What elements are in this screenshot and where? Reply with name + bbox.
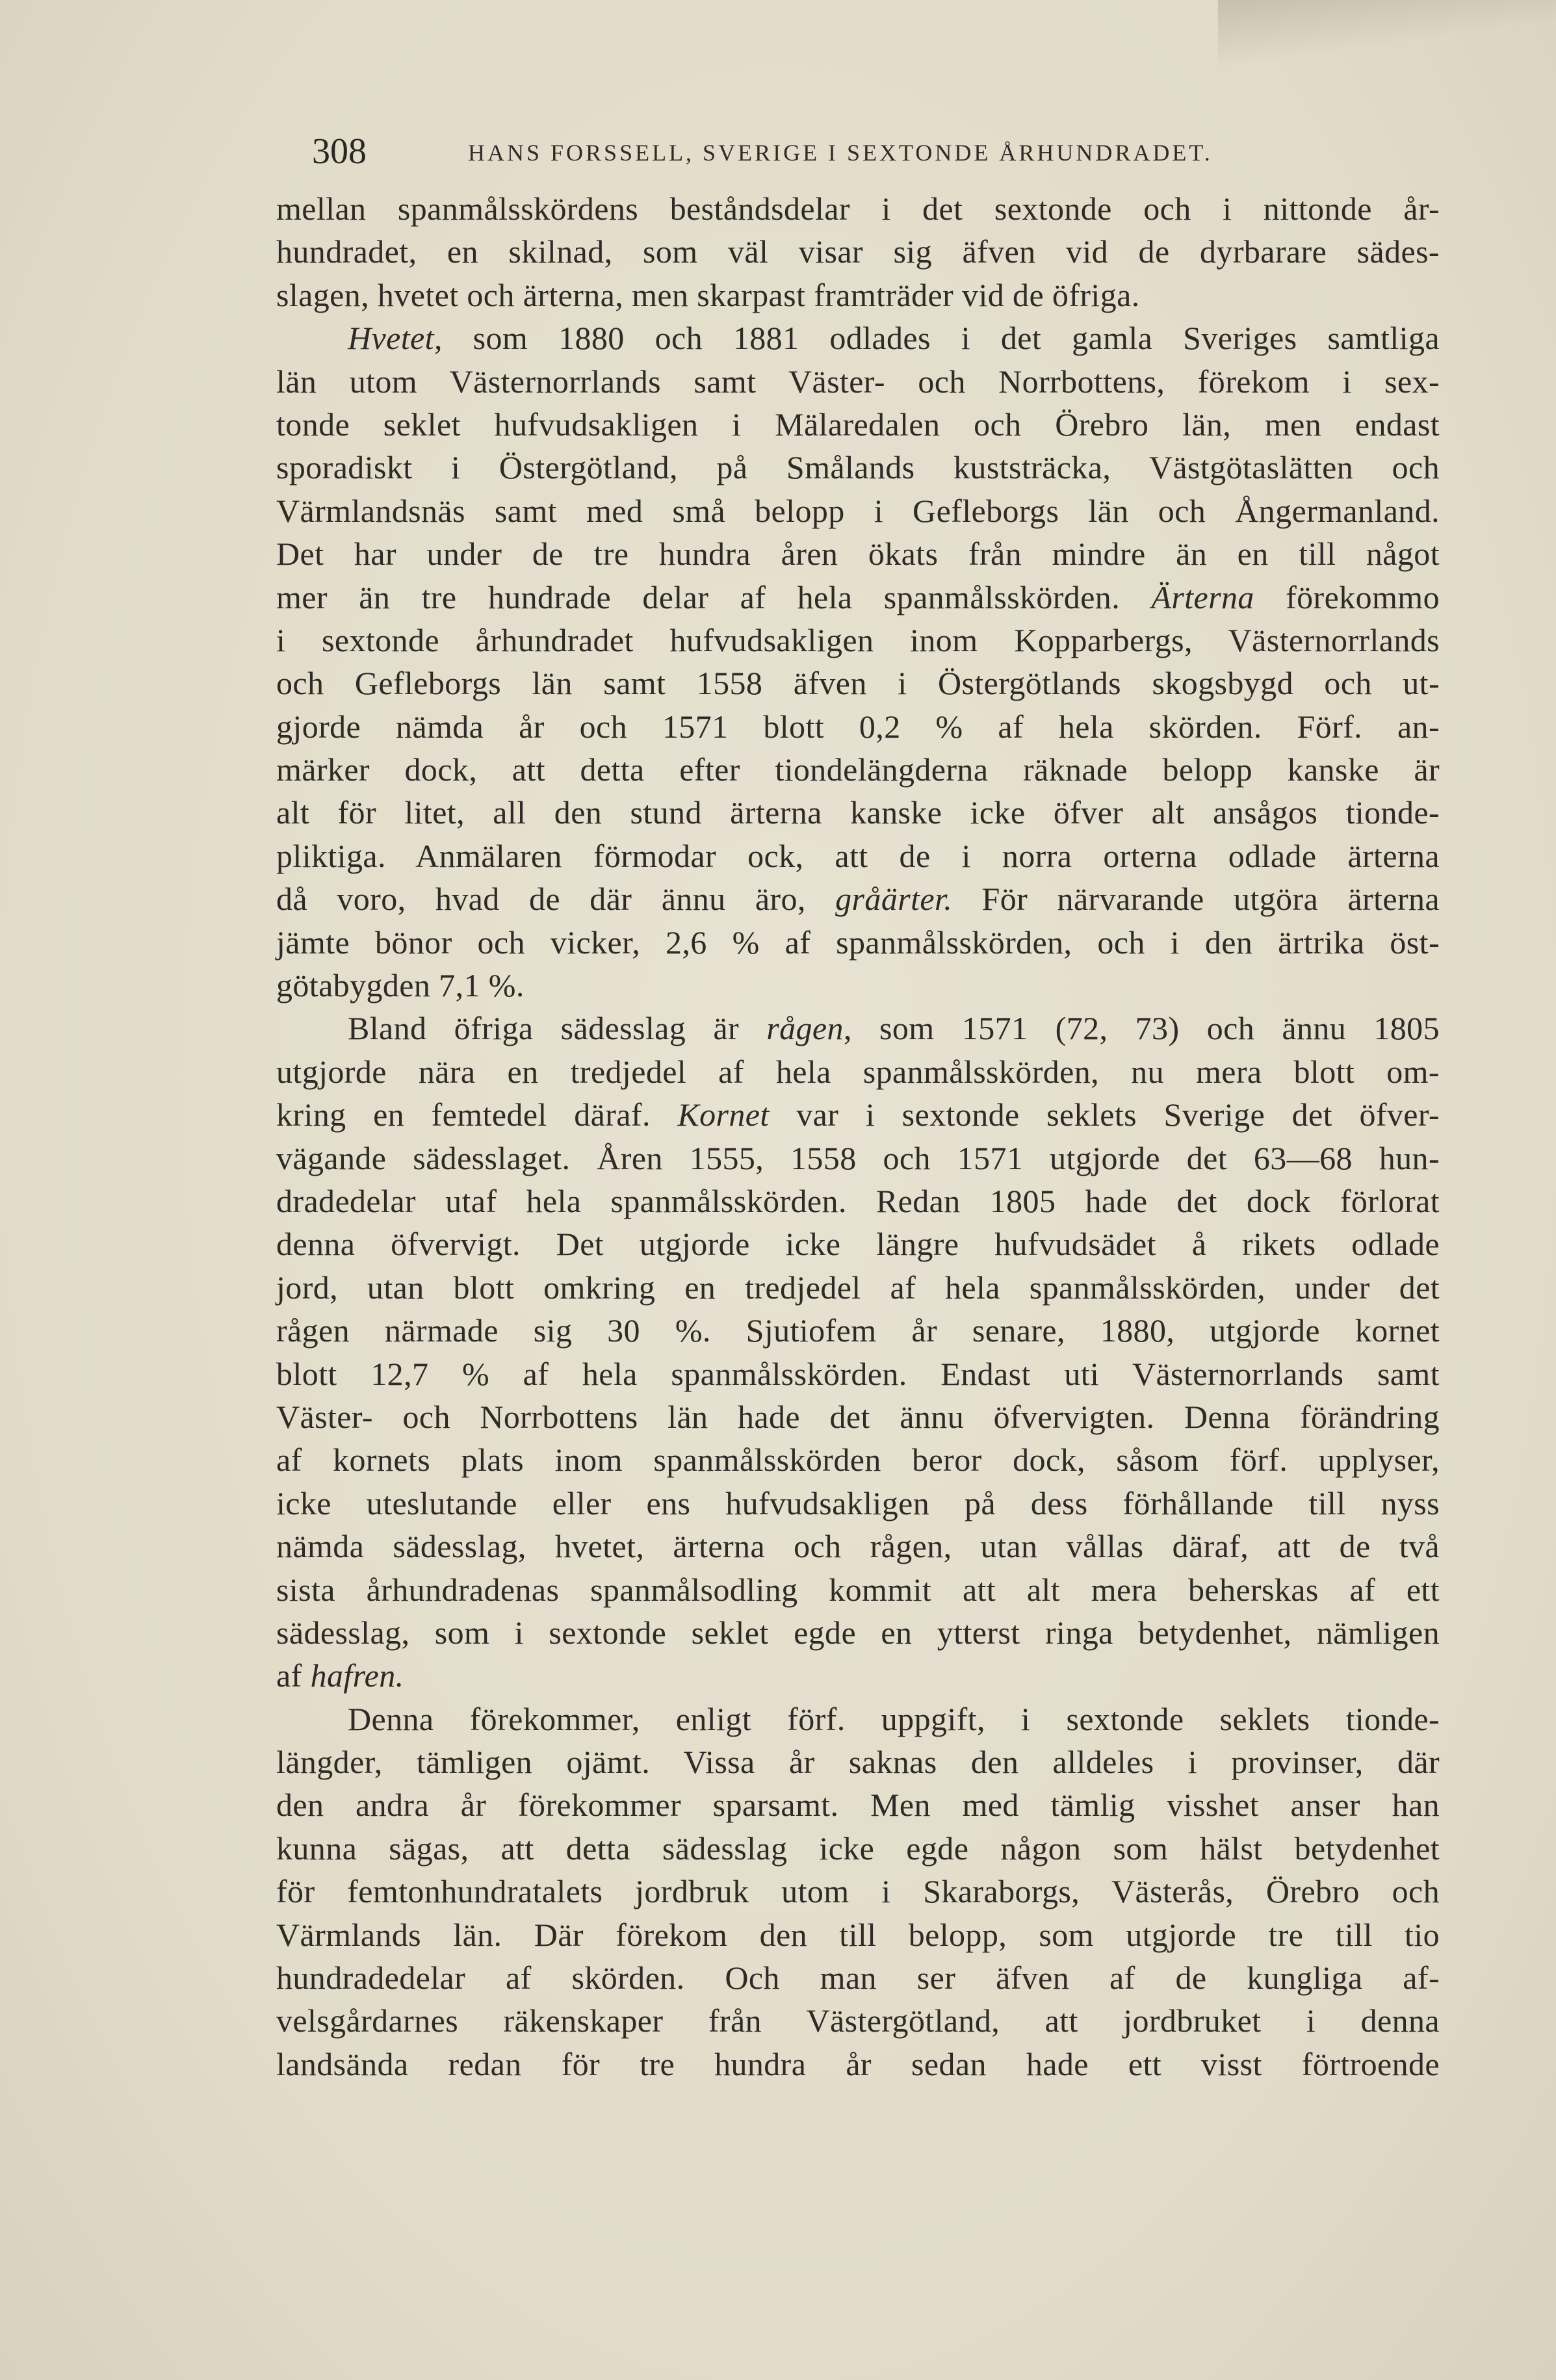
text-line: Väster- och Norrbottens län hade det ännu öfvervigten. Denna förändring bbox=[276, 1398, 1440, 1435]
text-line: Det har under de tre hundra åren ökats från mindre än en till något bbox=[276, 536, 1440, 573]
text-line: velsgårdarnes räkenskaper från Västergötland, att jordbruket i denna bbox=[276, 2002, 1440, 2039]
text-line: gjorde nämda år och 1571 blott 0,2 % af hela skörden. Förf. an- bbox=[276, 708, 1440, 745]
text-line: hundradet, en skilnad, som väl visar sig äfven vid de dyrbarare sädes- bbox=[276, 233, 1440, 270]
text-line: af hafren. bbox=[276, 1657, 404, 1694]
text-line: blott 12,7 % af hela spanmålsskörden. Endast uti Västernorrlands samt bbox=[276, 1355, 1440, 1392]
text-line: Denna förekommer, enligt förf. uppgift, i sextonde seklets tionde- bbox=[348, 1700, 1440, 1737]
text-line: denna öfvervigt. Det utgjorde icke längre hufvudsädet å rikets odlade bbox=[276, 1226, 1440, 1263]
italic-term: rågen bbox=[766, 1010, 844, 1047]
text-line: dradedelar utaf hela spanmålsskörden. Redan 1805 hade det dock förlorat bbox=[276, 1182, 1440, 1219]
text-line: Värmlandsnäs samt med små belopp i Gefleborgs län och Ångermanland. bbox=[276, 492, 1440, 529]
text-line: och Gefleborgs län samt 1558 äfven i Östergötlands skogsbygd och ut- bbox=[276, 665, 1440, 702]
text-line: mellan spanmålsskördens beståndsdelar i det sextonde och i nittonde år- bbox=[276, 190, 1440, 227]
text-line: rågen närmade sig 30 %. Sjutiofem år senare, 1880, utgjorde kornet bbox=[276, 1312, 1440, 1349]
text-line: kring en femtedel däraf. Kornet var i sextonde seklets Sverige det öfver- bbox=[276, 1096, 1440, 1133]
text-line: län utom Västernorrlands samt Väster- och Norrbottens, förekom i sex- bbox=[276, 363, 1440, 400]
text-line: landsända redan för tre hundra år sedan hade ett visst förtroende bbox=[276, 2045, 1440, 2082]
page-number: 308 bbox=[312, 131, 367, 172]
text-line: tonde seklet hufvudsakligen i Mälaredalen och Örebro län, men endast bbox=[276, 406, 1440, 443]
text-line: sista århundradenas spanmålsodling kommit att alt mera beherskas af ett bbox=[276, 1571, 1440, 1608]
text-line: Värmlands län. Där förekom den till belopp, som utgjorde tre till tio bbox=[276, 1916, 1440, 1953]
text-line: Hvetet, som 1880 och 1881 odlades i det gamla Sveriges samtliga bbox=[348, 320, 1440, 357]
text-line: götabygden 7,1 %. bbox=[276, 967, 525, 1004]
text-line: den andra år förekommer sparsamt. Men med tämlig visshet anser han bbox=[276, 1787, 1440, 1824]
page-corner-shadow bbox=[1218, 0, 1556, 78]
text-line: jord, utan blott omkring en tredjedel af hela spanmålsskörden, under det bbox=[276, 1269, 1440, 1306]
italic-term: Ärterna bbox=[1151, 578, 1254, 615]
text-line: sädesslag, som i sextonde seklet egde en ytterst ringa betydenhet, nämligen bbox=[276, 1614, 1440, 1651]
text-line: Bland öfriga sädesslag är rågen, som 1571 (72, 73) och ännu 1805 bbox=[348, 1010, 1440, 1047]
text-line: slagen, hvetet och ärterna, men skarpast framträder vid de öfriga. bbox=[276, 276, 1140, 313]
text-line: mer än tre hundrade delar af hela spanmålsskörden. Ärterna förekommo bbox=[276, 578, 1440, 615]
italic-term: hafren. bbox=[310, 1657, 404, 1694]
text-line: nämda sädesslag, hvetet, ärterna och rågen, utan vållas däraf, att de två bbox=[276, 1528, 1440, 1565]
text-line: hundradedelar af skörden. Och man ser äfven af de kungliga af- bbox=[276, 1960, 1440, 1997]
italic-term: Hvetet, bbox=[348, 320, 443, 357]
text-line: märker dock, att detta efter tiondelängderna räknade belopp kanske är bbox=[276, 751, 1440, 788]
text-line: vägande sädesslaget. Åren 1555, 1558 och 1571 utgjorde det 63—68 hun- bbox=[276, 1139, 1440, 1176]
text-line: sporadiskt i Östergötland, på Smålands kuststräcka, Västgötaslätten och bbox=[276, 449, 1440, 486]
text-line: då voro, hvad de där ännu äro, gråärter. För närvarande utgöra ärterna bbox=[276, 881, 1440, 918]
running-head: HANS FORSSELL, SVERIGE I SEXTONDE ÅRHUNDRADET. bbox=[468, 140, 1213, 166]
italic-term: Kornet bbox=[677, 1096, 770, 1133]
text-line: längder, tämligen ojämt. Vissa år saknas den alldeles i provinser, där bbox=[276, 1744, 1440, 1781]
text-line: pliktiga. Anmälaren förmodar ock, att de i norra orterna odlade ärterna bbox=[276, 837, 1440, 874]
text-line: af kornets plats inom spanmålsskörden beror dock, såsom förf. upplyser, bbox=[276, 1442, 1440, 1479]
text-line: icke uteslutande eller ens hufvudsakligen på dess förhållande till nyss bbox=[276, 1484, 1440, 1521]
italic-term: gråärter. bbox=[835, 881, 953, 918]
text-body bbox=[276, 187, 1440, 2086]
text-line: jämte bönor och vicker, 2,6 % af spanmålsskörden, och i den ärtrika öst- bbox=[276, 924, 1440, 961]
text-line: i sextonde århundradet hufvudsakligen inom Kopparbergs, Västernorrlands bbox=[276, 621, 1440, 658]
page-header bbox=[312, 129, 1287, 174]
text-line: utgjorde nära en tredjedel af hela spanmålsskörden, nu mera blott om- bbox=[276, 1053, 1440, 1090]
text-line: kunna sägas, att detta sädesslag icke egde någon som hälst betydenhet bbox=[276, 1830, 1440, 1867]
text-line: alt för litet, all den stund ärterna kanske icke öfver alt ansågos tionde- bbox=[276, 794, 1440, 831]
text-line: för femtonhundratalets jordbruk utom i Skaraborgs, Västerås, Örebro och bbox=[276, 1873, 1440, 1910]
